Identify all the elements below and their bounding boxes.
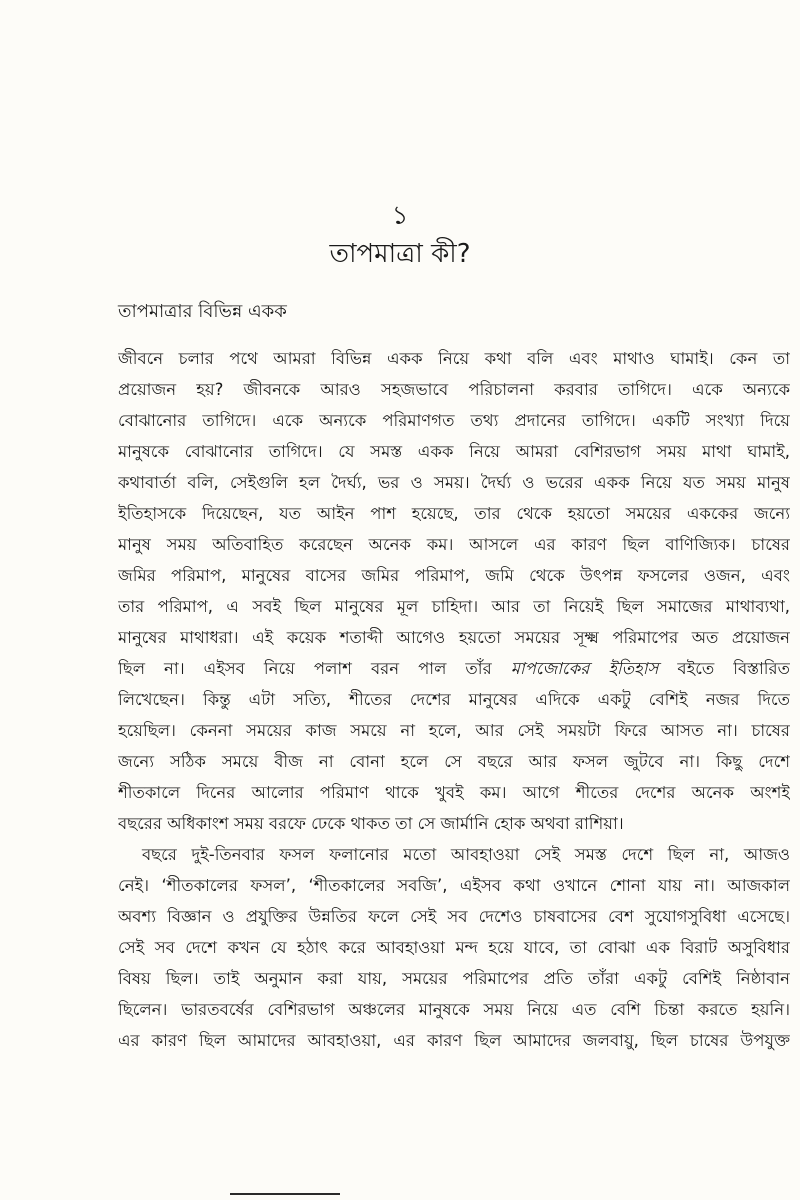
text-line: জীবনে চলার পথে আমরা বিভিন্ন একক নিয়ে কথা বলি এবং মাথাও ঘামাই। কেন তা	[118, 349, 790, 368]
text-line: ইতিহাসকে দিয়েছেন, যত আইন পাশ হয়েছে, তার থেকে হয়তো সময়ের এককের জন্যে	[118, 504, 790, 523]
text-line	[118, 653, 790, 684]
text-line: মানুষ সময় অতিবাহিত করেছেন অনেক কম। আসলে এর কারণ ছিল বাণিজ্যিক। চাষের	[118, 535, 790, 554]
text-line: শীতকালে দিনের আলোর পরিমাণ থাকে খুবই কম। আগে শীতের দেশের অনেক অংশই	[118, 783, 790, 802]
text-fragment: বইতে বিস্তারিত	[677, 659, 790, 678]
text-line: বিষয় ছিল। তাই অনুমান করা যায়, সময়ের পরিমাপের প্রতি তাঁরা একটু বেশিই নিষ্ঠাবান	[118, 969, 790, 988]
text-line: প্রয়োজন হয়? জীবনকে আরও সহজভাবে পরিচালনা করবার তাগিদে। একে অন্যকে	[118, 380, 790, 399]
text-line: জমির পরিমাপ, মানুষের বাসের জমির পরিমাপ, জমি থেকে উৎপন্ন ফসলের ওজন, এবং	[118, 566, 790, 585]
text-line: বছরে দুই-তিনবার ফসল ফলানোর মতো আবহাওয়া সেই সমস্ত দেশে ছিল না, আজও	[142, 845, 790, 864]
text-line: লিখেছেন। কিন্তু এটা সত্যি, শীতের দেশের মানুষের এদিকে একটু বেশিই নজর দিতে	[118, 690, 790, 709]
text-line: মানুষের মাথাধরা। এই কয়েক শতাব্দী আগেও হয়তো সময়ের সূক্ষ্ম পরিমাপের অত প্রয়োজন	[118, 628, 790, 647]
text-fragment: ছিল না। এইসব নিয়ে পলাশ বরন পাল তাঁর	[118, 659, 492, 678]
text-line: মানুষকে বোঝানোর তাগিদে। যে সমস্ত একক নিয়ে আমরা বেশিরভাগ সময় মাথা ঘামাই,	[118, 442, 790, 461]
page-edge-mark	[230, 1193, 340, 1195]
text-line: বছরের অধিকাংশ সময় বরফে ঢেকে থাকত তা সে জার্মানি হোক অথবা রাশিয়া।	[118, 814, 624, 833]
text-line: সেই সব দেশে কখন যে হঠাৎ করে আবহাওয়া মন্দ হয়ে যাবে, তা বোঝা এক বিরাট অসুবিধার	[118, 938, 790, 957]
text-line: কথাবার্তা বলি, সেইগুলি হল দৈর্ঘ্য, ভর ও সময়। দৈর্ঘ্য ও ভরের একক নিয়ে যত সময় মানুষ	[118, 473, 790, 492]
text-line: হয়েছিল। কেননা সময়ের কাজ সময়ে না হলে, আর সেই সময়টা ফিরে আসত না। চাষের	[118, 721, 790, 740]
book-title: মাপজোকের ইতিহাস	[510, 659, 659, 678]
text-line: এর কারণ ছিল আমাদের আবহাওয়া, এর কারণ ছিল আমাদের জলবায়ু, ছিল চাষের উপযুক্ত	[118, 1031, 790, 1050]
text-line: জন্যে সঠিক সময়ে বীজ না বোনা হলে সে বছরে আর ফসল জুটবে না। কিছু দেশে	[118, 752, 790, 771]
body-text	[118, 343, 790, 1056]
text-line: বোঝানোর তাগিদে। একে অন্যকে পরিমাণগত তথ্য প্রদানের তাগিদে। একটি সংখ্যা দিয়ে	[118, 411, 790, 430]
text-line: তার পরিমাপ, এ সবই ছিল মানুষের মূল চাহিদা। আর তা নিয়েই ছিল সমাজের মাথাব্যথা,	[118, 597, 790, 616]
chapter-title: তাপমাত্রা কী?	[329, 239, 471, 269]
chapter-number: ১	[391, 201, 409, 231]
text-line: অবশ্য বিজ্ঞান ও প্রযুক্তির উন্নতির ফলে সেই সব দেশেও চাষবাসের বেশ সুযোগসুবিধা এসেছে।	[118, 907, 790, 926]
text-line: নেই। ‘শীতকালের ফসল’, ‘শীতকালের সবজি’, এইসব কথা ওখানে শোনা যায় না। আজকাল	[118, 876, 790, 895]
text-line: ছিলেন। ভারতবর্ষের বেশিরভাগ অঞ্চলের মানুষকে সময় নিয়ে এত বেশি চিন্তা করতে হয়নি।	[118, 1000, 790, 1019]
section-heading: তাপমাত্রার বিভিন্ন একক	[118, 301, 287, 322]
